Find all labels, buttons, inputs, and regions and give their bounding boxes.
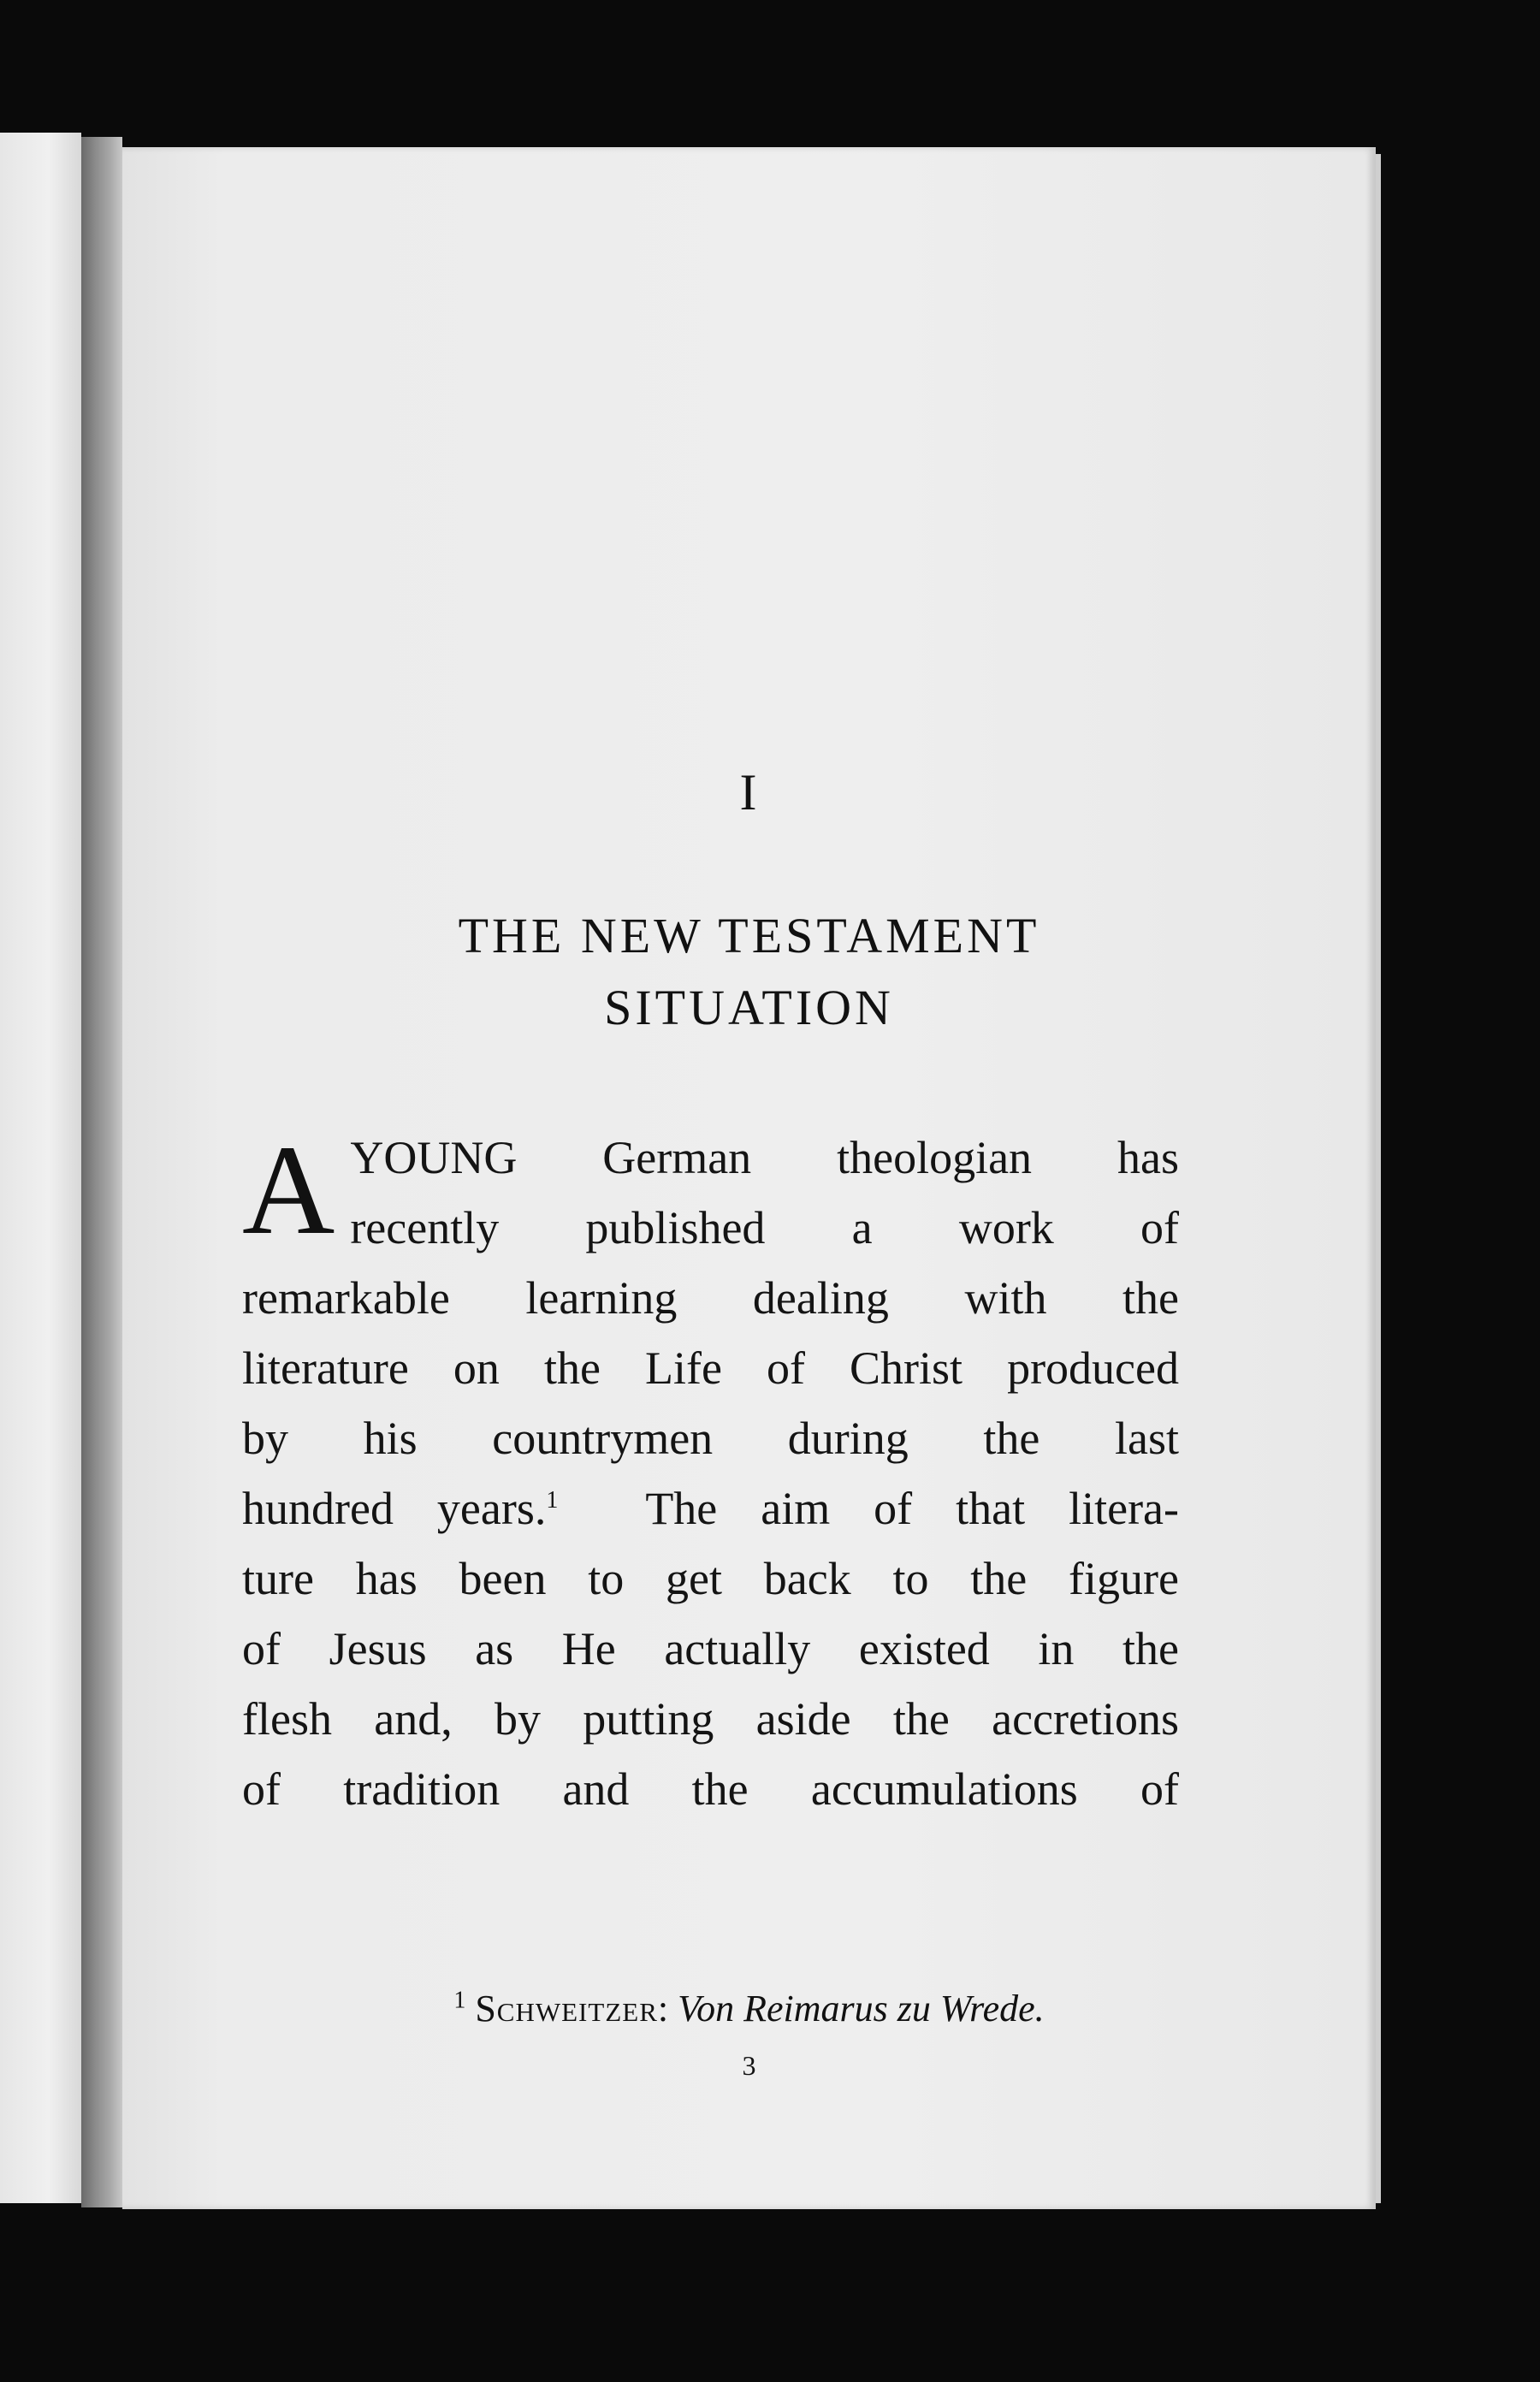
chapter-numeral: I — [739, 764, 759, 821]
book-gutter — [81, 137, 122, 2207]
facing-page — [0, 133, 81, 2203]
book-page — [122, 147, 1376, 2209]
chapter-title-line-1: THE NEW TESTAMENT — [458, 908, 1040, 963]
body-line-8: of Jesus as He actually existed in the — [242, 1623, 1179, 1674]
body-line-3: remarkable learning dealing with the — [242, 1272, 1179, 1324]
drop-cap: A — [242, 1119, 335, 1261]
footnote-marker: 1 — [453, 1987, 466, 2014]
body-line-10: of tradition and the accumulations of — [242, 1763, 1179, 1815]
body-paragraph — [242, 1119, 1179, 1824]
body-line-6-end: The aim of that litera- — [645, 1483, 1179, 1534]
footnote-separator: : — [657, 1988, 669, 2029]
chapter-title — [122, 900, 1376, 1044]
chapter-title-line-2: SITUATION — [604, 980, 894, 1035]
body-line-5: by his countrymen during the last — [242, 1413, 1179, 1464]
footnote-author: Schweitzer — [475, 1988, 658, 2029]
body-line-1: YOUNG German theologian has — [350, 1132, 1179, 1183]
footnote — [122, 1987, 1376, 2030]
body-line-9: flesh and, by putting aside the accretions — [242, 1693, 1179, 1745]
body-line-2: recently published a work of — [350, 1202, 1179, 1253]
page-number: 3 — [742, 2050, 756, 2081]
footnote-reference: 1 — [546, 1487, 559, 1514]
footnote-title: Von Reimarus zu Wrede. — [678, 1988, 1045, 2029]
body-line-4: literature on the Life of Christ produced — [242, 1342, 1179, 1394]
body-line-6 — [242, 1473, 1179, 1544]
body-line-6-start: hundred years. — [242, 1483, 547, 1534]
body-line-7: ture has been to get back to the figure — [242, 1553, 1179, 1604]
